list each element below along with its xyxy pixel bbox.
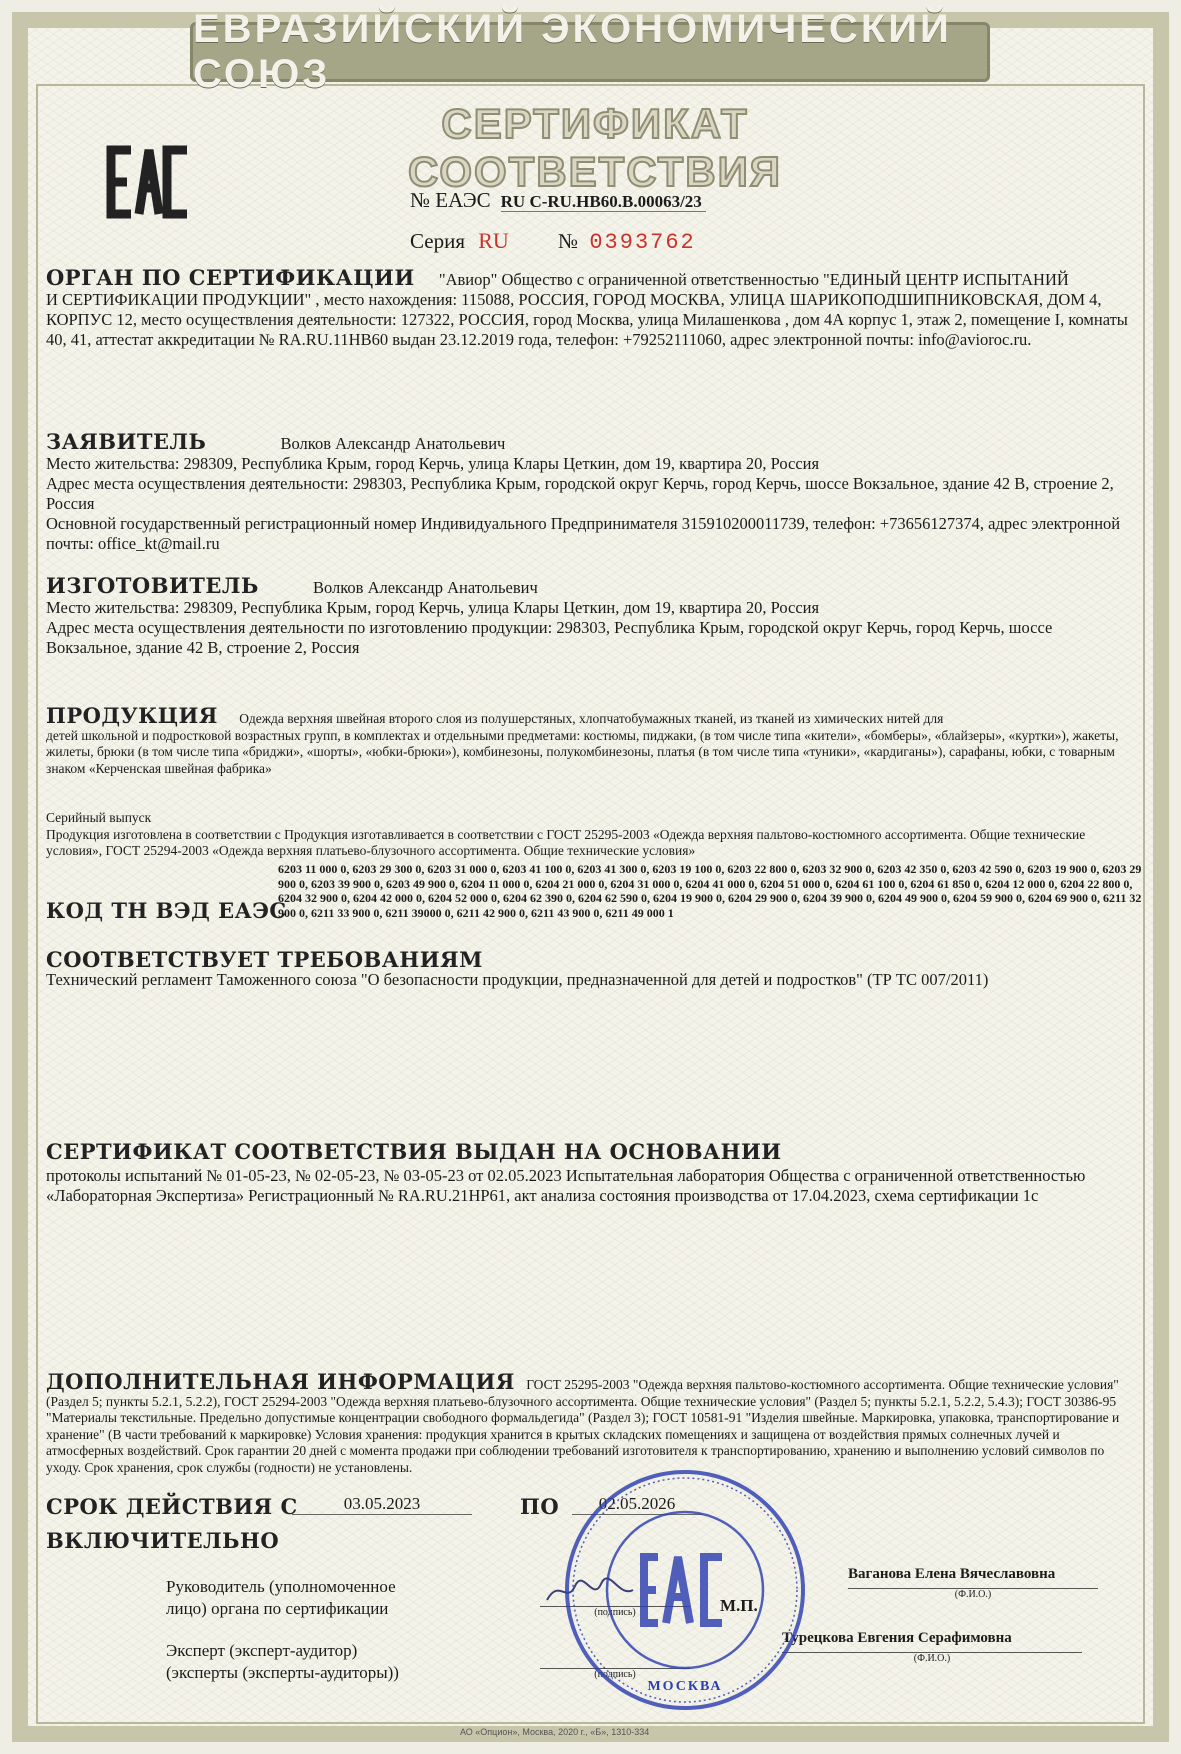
number-label: № ЕАЭС <box>410 188 491 212</box>
manufacturer-residence: Место жительства: 298309, Республика Крым, город Керчь, улица Клары Цеткин, дом 19, квартира 20, Россия <box>46 598 820 617</box>
expert-label-line1: Эксперт (эксперт-аудитор) <box>166 1641 358 1660</box>
expert-label <box>166 1640 399 1684</box>
manufacturer-address: Адрес места осуществления деятельности по изготовлению продукции: 298303, Республика Крым, городской округ Керчь, город Керчь, шоссе Вокзальное, здание 42 В, строение 2, Россия <box>46 618 1053 657</box>
additional-info-section <box>46 1369 1136 1476</box>
product-conformity <box>46 810 1136 860</box>
additional-info-text-first: ГОСТ 25295-2003 "Одежда верхняя пальтово-костюмного ассортимента. Общие технические условия" <box>526 1377 1119 1392</box>
expert-name: Турецкова Евгения Серафимовна <box>782 1630 1012 1646</box>
product-section <box>46 703 1136 777</box>
series-label: Серия <box>410 229 465 253</box>
applicant-section <box>46 429 1136 554</box>
applicant-name: Волков Александр Анатольевич <box>280 434 506 453</box>
certification-body-section <box>46 265 1136 350</box>
certificate-number-line <box>410 188 706 213</box>
head-fio-caption: (Ф.И.О.) <box>848 1588 1098 1600</box>
certificate-title: СЕРТИФИКАТ СООТВЕТСТВИЯ <box>408 100 782 195</box>
printer-imprint: АО «Опцион», Москва, 2020 г., «Б», 1310-334 <box>460 1727 650 1737</box>
series-number-label: № <box>558 229 579 253</box>
additional-info-heading: ДОПОЛНИТЕЛЬНАЯ ИНФОРМАЦИЯ <box>46 1369 515 1394</box>
tnved-heading: КОД ТН ВЭД ЕАЭС <box>46 898 287 923</box>
manufacturer-heading: ИЗГОТОВИТЕЛЬ <box>46 573 259 598</box>
requirements-text: Технический регламент Таможенного союза "О безопасности продукции, предназначенной для детей и подростков" (ТР ТС 007/2011) <box>46 970 989 989</box>
head-signatory-label-line2: лицо) органа по сертификации <box>166 1599 389 1618</box>
basis-heading: СЕРТИФИКАТ СООТВЕТСТВИЯ ВЫДАН НА ОСНОВАНИИ <box>46 1139 782 1164</box>
validity-inclusive: ВКЛЮЧИТЕЛЬНО <box>46 1528 280 1553</box>
expert-fio-caption: (Ф.И.О.) <box>782 1652 1082 1664</box>
head-signatory-name: Ваганова Елена Вячеславовна <box>848 1566 1056 1582</box>
series-value: RU <box>478 228 509 253</box>
expert-signature-caption: (подпись) <box>540 1668 690 1680</box>
stamp-city: МОСКВА <box>647 1679 723 1694</box>
certification-body-heading: ОРГАН ПО СЕРТИФИКАЦИИ <box>46 265 415 290</box>
union-banner: ЕВРАЗИЙСКИЙ ЭКОНОМИЧЕСКИЙ СОЮЗ <box>190 22 990 82</box>
applicant-residence: Место жительства: 298309, Республика Крым, город Керчь, улица Клары Цеткин, дом 19, квартира 20, Россия <box>46 454 820 473</box>
product-standards: Продукция изготовлена в соответствии с Продукция изготавливается в соответствии с ГОСТ 25295-2003 «Одежда верхняя пальтово-костюмного ассортимента. Общие технические условия», ГОСТ 25294-2003 «Одежда верхняя платьево-блузочного ассортимента. Общие технические условия» <box>46 826 1086 858</box>
head-signatory-label-line1: Руководитель (уполномоченное <box>166 1577 396 1596</box>
product-text: детей школьной и подростковой возрастных групп, в комплектах и отдельными предметами: костюмы, пиджаки, (в том числе типа «кители», «бомберы», «блайзеры», «куртки»), жакеты, жилеты, брюки (в том числе типа «бриджи», «шорты», «юбки-брюки»), комбинезоны, полукомбинезоны, платья (в том числе типа «туники», «кардиганы»), сарафаны, юбки, с товарным знаком «Керченская швейная фабрика» <box>46 727 1119 776</box>
product-heading: ПРОДУКЦИЯ <box>46 703 218 728</box>
basis-section <box>46 1139 1136 1206</box>
certification-body-text: И СЕРТИФИКАЦИИ ПРОДУКЦИИ" , место нахождения: 115088, РОССИЯ, ГОРОД МОСКВА, УЛИЦА ШАРИКОПОДШИПНИКОВСКАЯ, ДОМ 4, КОРПУС 12, место осуществления деятельности: 127322, РОССИЯ, город Москва, улица Милашенкова , дом 4А корпус 1, этаж 2, помещение I, комнаты 40, 41, аттестат аккредитации № RA.RU.11НВ60 выдан 23.12.2019 года, телефон: +79252111060, адрес электронной почты: info@aviorоc.ru. <box>46 290 1128 349</box>
requirements-section <box>46 947 1136 990</box>
eac-logo-icon <box>105 142 191 222</box>
additional-info-text: (Раздел 5; пункты 5.2.1, 5.2.2), ГОСТ 25294-2003 "Одежда верхняя платьево-блузочного ассортимента. Общие технические условия" (Раздел 5; пункты 5.2.1, 5.2.2, 5.4.3); ГОСТ 30386-95 "Материалы текстильные. Предельно допустимые концентрации свободного формальдегида" (Раздел 3); ГОСТ 10581-91 "Изделия швейные. Маркировка, упаковка, транспортирование и хранение" (В части требований к маркировке) Условия хранения: продукция хранится в крытых складских помещениях и защищена от воздействия прямых солнечных лучей и атмосферных воздействий. Срок гарантии 20 дней с момента продажи при соблюдении требований изготовителя к транспортированию, хранению и выполнению условий символов по уходу. Срок хранения, срок службы (годности) не установлены. <box>46 1393 1120 1475</box>
certification-stamp <box>560 1465 810 1715</box>
manufacturer-section <box>46 573 1136 658</box>
head-signature-caption: (подпись) <box>540 1606 690 1618</box>
head-signatory-label <box>166 1576 396 1620</box>
serial-production: Серийный выпуск <box>46 810 152 825</box>
product-text-first: Одежда верхняя швейная второго слоя из полушерстяных, хлопчатобумажных тканей, из тканей из химических нитей для <box>239 711 944 726</box>
certificate-number: RU C-RU.НВ60.В.00063/23 <box>501 192 706 212</box>
series-number: 0393762 <box>589 230 696 255</box>
basis-text: протоколы испытаний № 01-05-23, № 02-05-23, № 03-05-23 от 02.05.2023 Испытательная лаборатория Общества с ограниченной ответственностью «Лабораторная Экспертиза» Регистрационный № RA.RU.21НР61, акт анализа состояния производства от 17.04.2023, схема сертификации 1с <box>46 1166 1086 1205</box>
series-line <box>410 228 696 255</box>
validity-from-label: СРОК ДЕЙСТВИЯ С <box>46 1494 298 1519</box>
certification-body-text-first: "Авиор" Общество с ограниченной ответственностью "ЕДИНЫЙ ЦЕНТР ИСПЫТАНИЙ <box>438 270 1069 289</box>
manufacturer-name: Волков Александр Анатольевич <box>312 578 538 597</box>
applicant-ogrn: Основной государственный регистрационный номер Индивидуального Предпринимателя 315910200011739, телефон: +73656127374, адрес электронной почты: office_kt@mail.ru <box>46 514 1121 553</box>
validity-to-date: 02.05.2026 <box>572 1494 702 1515</box>
applicant-address: Адрес места осуществления деятельности: 298303, Республика Крым, городской округ Керчь, город Керчь, шоссе Вокзальное, здание 42 В, строение 2, Россия <box>46 474 1114 513</box>
tnved-codes: 6203 11 000 0, 6203 29 300 0, 6203 31 000 0, 6203 41 100 0, 6203 41 300 0, 6203 19 100 0, 6203 22 800 0, 6203 32 900 0, 6203 42 350 0, 6203 42 590 0, 6203 19 900 0, 6203 29 900 0, 6203 39 900 0, 6203 49 900 0, 6204 11 000 0, 6204 21 000 0, 6204 31 000 0, 6204 41 000 0, 6204 51 000 0, 6204 61 100 0, 6204 61 850 0, 6204 12 000 0, 6204 22 800 0, 6204 32 900 0, 6204 42 000 0, 6204 52 000 0, 6204 62 390 0, 6204 62 590 0, 6204 19 900 0, 6204 29 900 0, 6204 39 900 0, 6204 49 900 0, 6204 59 900 0, 6204 69 900 0, 6211 32 900 0, 6211 33 900 0, 6211 39000 0, 6211 42 900 0, 6211 43 900 0, 6211 49 000 1 <box>278 862 1142 920</box>
validity-from-date: 03.05.2023 <box>292 1494 472 1515</box>
validity-to-label: ПО <box>520 1494 560 1519</box>
requirements-heading: СООТВЕТСТВУЕТ ТРЕБОВАНИЯМ <box>46 947 483 972</box>
applicant-heading: ЗАЯВИТЕЛЬ <box>46 429 207 454</box>
stamp-place-label: М.П. <box>720 1596 758 1615</box>
expert-label-line2: (эксперты (эксперты-аудиторы)) <box>166 1663 399 1682</box>
